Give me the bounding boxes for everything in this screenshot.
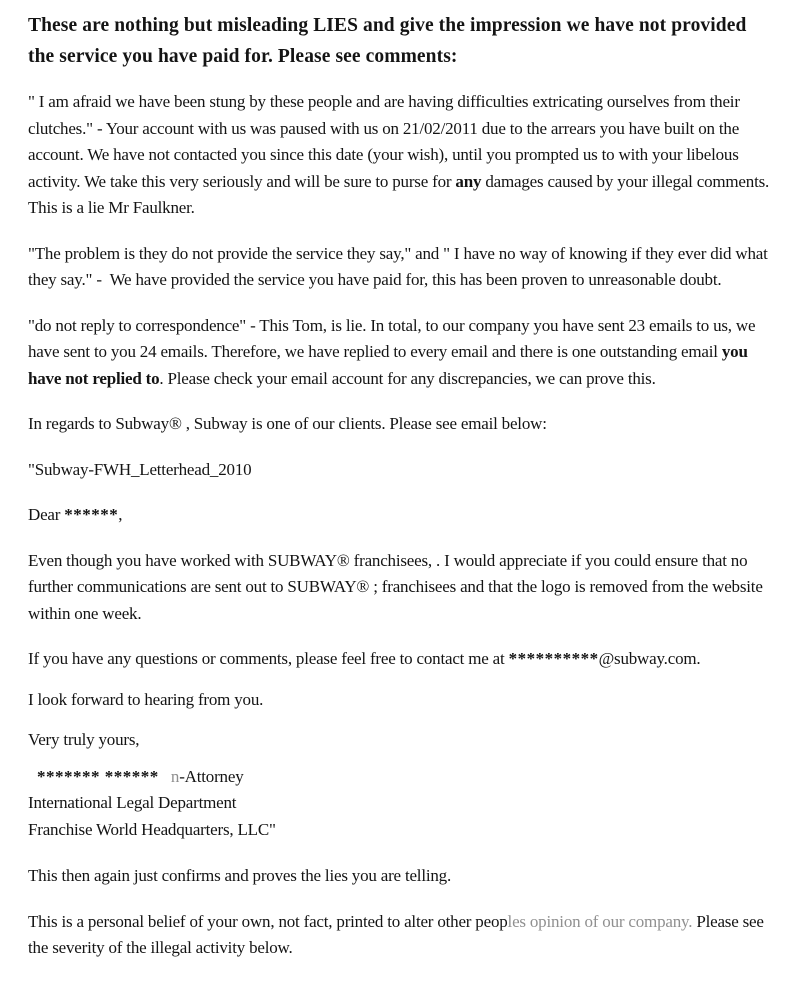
text-run: Even though you have worked with SUBWAY® franchisees, . I would appreciate if you could ensure that no further communications are sent out to SUBWAY® ; franchisees and that the logo is removed from the website within one week.: [28, 550, 767, 623]
text-run: Franchise World Headquarters, LLC": [28, 819, 276, 839]
document-heading: These are nothing but misleading LIES and give the impression we have not provided the service you have paid for. Please see comments:: [28, 15, 752, 67]
text-run: "The problem is they do not provide the service they say," and " I have no way of knowing if they ever did what they say." - We have provided the service you have paid for, this has been proven to unreasonable doubt.: [28, 243, 772, 289]
faded-text-fragment: les opinion of our company.: [507, 911, 693, 931]
redacted-name: ******: [64, 505, 119, 524]
text-run: In regards to Subway® , Subway is one of our clients. Please see email below:: [28, 414, 547, 433]
text-run: ,: [118, 505, 123, 524]
text-run: Dear: [28, 505, 65, 524]
faded-name-fragment: n: [158, 766, 180, 786]
paragraph-contact: [28, 646, 776, 673]
text-run: If you have any questions or comments, please feel free to contact me at: [28, 649, 509, 668]
text-run: " I am afraid we have been stung by these people and are having difficulties extricating ourselves from their clutches." - Your account with us was paused with us on 21/02/2011 due to the arrears you have built on the account. We have not contacted you since this date (your wish), until you prompted us to with your libelous activity. We take this very seriously and will be sure to purse for: [28, 92, 744, 191]
text-run: . Please check your email account for any discrepancies, we can prove this.: [159, 368, 656, 388]
text-run: damages caused by your illegal comments. This is a lie Mr Faulkner.: [28, 171, 773, 217]
paragraph-franchisees-request: [28, 548, 776, 628]
paragraph-subway-intro: [28, 411, 776, 438]
text-run: This is a personal belief of your own, not fact, printed to alter other peop: [28, 911, 508, 931]
redacted-email: **********: [508, 649, 599, 668]
paragraph-correspondence-response: [28, 313, 776, 393]
paragraph-confirms-lies: [28, 863, 776, 890]
paragraph-valediction: [28, 727, 776, 754]
text-run: Very truly yours,: [28, 730, 140, 749]
signature-department-line: [28, 790, 776, 817]
paragraph-clutches-response: [28, 89, 776, 222]
paragraph-letterhead: [28, 457, 776, 484]
paragraph-problem-response: [28, 241, 776, 294]
redacted-signature: ******* ******: [37, 766, 159, 786]
text-run: "do not reply to correspondence" - This Tom, is lie. In total, to our company you have sent 23 emails to us, we have sent to you 24 emails. Therefore, we have replied to every email and there is one outstanding email: [28, 315, 760, 361]
paragraph-look-forward: [28, 687, 776, 714]
signature-company-line: [28, 817, 776, 844]
text-run: "Subway-FWH_Letterhead_2010: [28, 459, 252, 479]
text-run: Please see the severity of the illegal activity below.: [28, 911, 768, 957]
bold-run-any: any: [455, 171, 482, 191]
text-run: International Legal Department: [28, 793, 237, 812]
text-run: @subway.com.: [598, 649, 701, 668]
text-run: I look forward to hearing from you.: [28, 689, 264, 709]
paragraph-salutation: [28, 502, 776, 529]
paragraph-personal-belief: [28, 909, 776, 962]
bold-run-not-replied: you have not replied to: [28, 342, 752, 388]
text-run: This then again just confirms and proves the lies you are telling.: [28, 866, 452, 885]
text-run: -Attorney: [179, 766, 244, 786]
signature-name-line: [28, 764, 776, 791]
